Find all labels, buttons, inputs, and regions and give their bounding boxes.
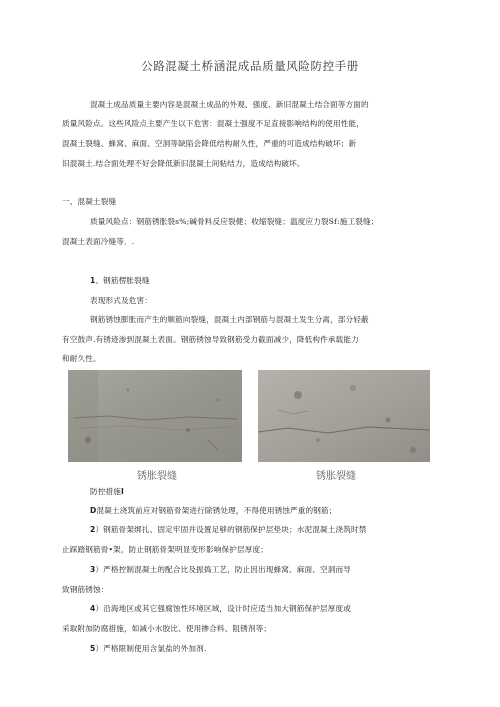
measure-1 <box>90 505 337 516</box>
measure-3-number: 3 <box>90 565 96 574</box>
page-title: 公路混凝土桥涵混成品质量风险防控手册 <box>141 59 359 73</box>
measure-4-number: 4 <box>90 604 96 613</box>
form-line-3: 和耐久性。 <box>62 354 101 363</box>
measure-5-number: 5 <box>90 644 96 653</box>
photo-caption-right: 锈胀裂缝 <box>316 471 356 482</box>
measure-1-prefix: D <box>90 506 97 515</box>
section-heading: 一、混凝土裂缝 <box>62 197 117 206</box>
measure-3-line-2: 致钢筋锈蚀： <box>62 585 109 594</box>
measure-4-line-1 <box>90 603 351 614</box>
measures-label: 防控措施 <box>90 487 121 496</box>
photo-caption-left: 锈胀裂缝 <box>137 471 177 482</box>
intro-line-4: 旧混凝土.结合面处理不好会降低新旧混凝土间粘结力，造成结构破坏。 <box>62 159 305 168</box>
measure-5 <box>90 643 206 654</box>
crack-photo-left <box>68 370 242 462</box>
measures-heading <box>90 486 124 497</box>
intro-line-3: 混凝土裂缝、蜂窝、麻面、空洞等缺陷会降低结构耐久性，严重的可造成结构破坏；新 <box>62 139 357 148</box>
measure-2-text-a: ）钢筋骨架绑扎、固定牢固并设置足够的钢筋保护层垫块；水泥混凝土浇筑时禁 <box>95 525 367 534</box>
risk-line-1: 质量风险点：钢筋锈胀裂s%;碱骨料反应裂健；收缩裂缝；温度应力裂Sf:施工裂缝； <box>90 217 379 226</box>
intro-line-2: 质量风险点。这些风险点主要产生以下危害：混凝土强度不足直接影响结构的使用性能， <box>62 119 365 128</box>
measure-4-line-2: 采取附加防腐措施，如减小水胶比、使用掺合料、阻锈剂等； <box>62 624 272 633</box>
measure-3-line-1 <box>90 564 351 575</box>
measure-2-number: 2 <box>90 525 96 534</box>
measure-2-line-1 <box>90 524 366 535</box>
measure-1-text: 混凝土浇筑前应对钢筋骨架进行除锈处理，不得使用锈蚀严重的钢筋； <box>96 506 337 515</box>
subsection-number: 1 <box>90 276 96 285</box>
crack-photo-right <box>258 370 430 462</box>
form-line-1: 钢筋锈蚀膨胀而产生的顺筋向裂缝，混凝土内部钢筋与混凝土发生分离，部分轻蔽 <box>90 315 369 324</box>
form-line-2: 有空鼓声.有锈迹渗到混凝土表面。钢筋锈蚀导致钢筋受力截面减少，降低构件承载能力 <box>62 335 359 344</box>
risk-line-2: 混凝土表面冷缝等．. <box>62 237 135 246</box>
measure-2-line-2: 止踩踏钢筋骨•架，防止钢筋骨架明显变形影响保护层厚度； <box>62 545 268 554</box>
subsection-title: 、钢筋楞胀裂缝 <box>95 276 150 285</box>
measure-4-text-a: ）沿海地区或其它强腐蚀性环境区域，设计时应适当加大钢筋保护层厚度或 <box>95 604 351 613</box>
subsection-heading <box>90 275 150 286</box>
measure-5-text: ）严格限制使用含氯盐的外加剂. <box>95 644 207 653</box>
measures-mark: I <box>120 487 124 496</box>
form-label: 表现形式及危害： <box>90 296 152 305</box>
intro-line-1: 混凝土成品质量主要内容是混凝土成品的外观、强度、新旧混凝土结合面等方面的 <box>90 100 369 109</box>
measure-3-text-a: ）严格控制混凝土的配合比及振捣工艺，防止因出现蜂窝、麻面、空洞而导 <box>95 565 351 574</box>
